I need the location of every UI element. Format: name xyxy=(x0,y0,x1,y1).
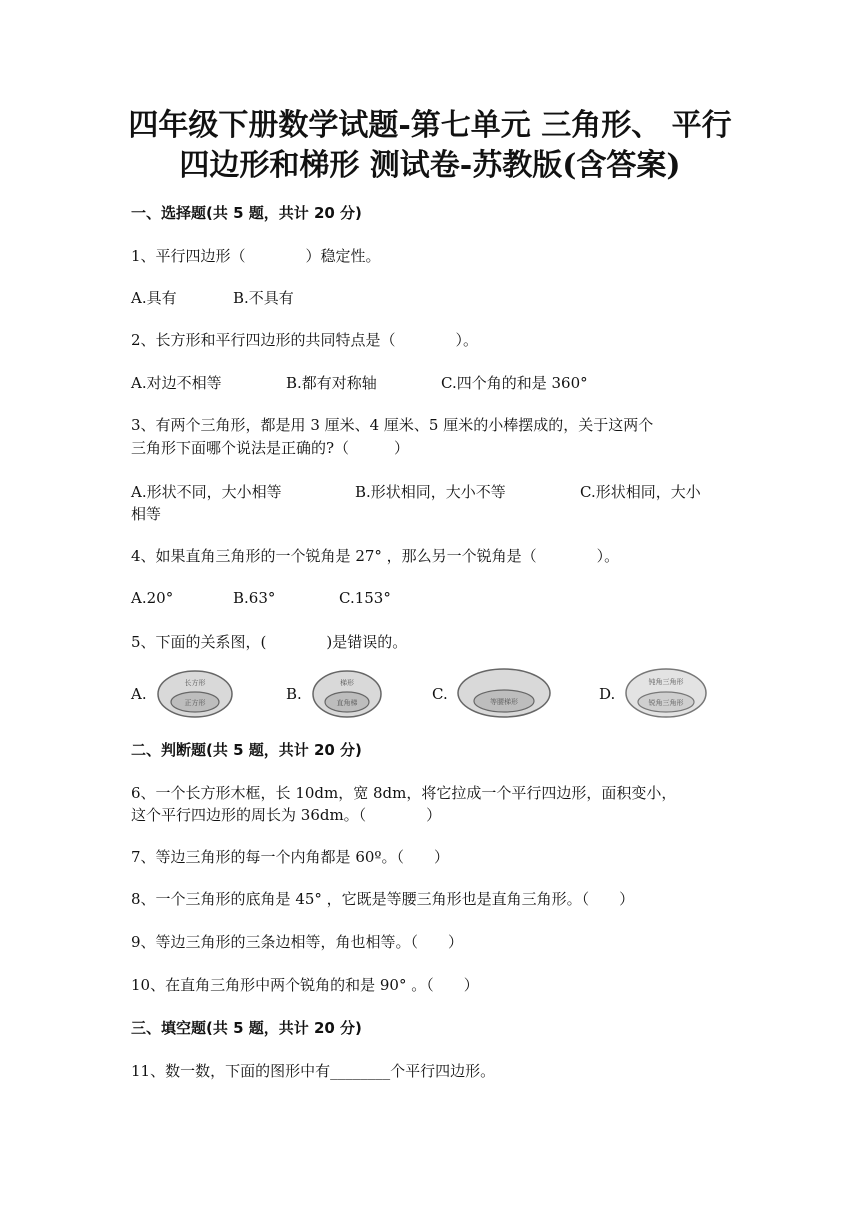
q2-option-c: C.四个角的和是 360° xyxy=(441,374,588,392)
question-7: 7、等边三角形的每一个内角都是 60º。（ ） xyxy=(131,848,449,866)
question-11: 11、数一数，下面的图形中有________个平行四边形。 xyxy=(131,1062,496,1080)
question-2: 2、长方形和平行四边形的共同特点是（ ）。 xyxy=(131,331,479,349)
q5-a-inner-text: 正方形 xyxy=(184,699,206,707)
q3-option-b: B.形状相同，大小不等 xyxy=(355,483,506,501)
q5-option-b-label: B. xyxy=(286,685,302,703)
q5-diagram-c xyxy=(456,667,552,719)
q5-a-outer-text: 长方形 xyxy=(184,679,206,687)
q5-b-outer-text: 梯形 xyxy=(340,679,354,687)
question-3-line1: 3、有两个三角形，都是用 3 厘米、4 厘米、5 厘米的小棒摆成的，关于这两个 xyxy=(131,416,654,434)
q4-option-c: C.153° xyxy=(339,589,391,607)
q3-option-c-wrap: 相等 xyxy=(131,505,162,523)
q5-option-c-label: C. xyxy=(432,685,448,703)
q4-option-a: A.20° xyxy=(131,589,174,607)
section-heading-choice: 一、选择题(共 5 题，共计 20 分) xyxy=(131,204,362,222)
q5-option-d-label: D. xyxy=(599,685,616,703)
question-6-line1: 6、一个长方形木框，长 10dm，宽 8dm，将它拉成一个平行四边形，面积变小， xyxy=(131,784,677,802)
q3-option-c: C.形状相同，大小 xyxy=(580,483,701,501)
question-5: 5、下面的关系图，( )是错误的。 xyxy=(131,633,408,651)
q5-diagram-d xyxy=(624,667,708,719)
q5-option-a-label: A. xyxy=(131,685,147,703)
q2-option-b: B.都有对称轴 xyxy=(286,374,377,392)
q5-d-inner-text: 锐角三角形 xyxy=(648,699,684,707)
q1-option-a: A.具有 xyxy=(131,289,177,307)
question-3-line2: 三角形下面哪个说法是正确的?（ ） xyxy=(131,439,410,457)
q1-option-b: B.不具有 xyxy=(233,289,294,307)
question-6-line2: 这个平行四边形的周长为 36dm。（ ） xyxy=(131,806,442,824)
q5-diagram-a xyxy=(156,669,234,719)
page-title-line1: 四年级下册数学试题-第七单元 三角形、 平行 xyxy=(128,108,732,143)
q5-b-inner-text: 直角梯 xyxy=(336,699,358,707)
q4-option-b: B.63° xyxy=(233,589,276,607)
question-1: 1、平行四边形（ ）稳定性。 xyxy=(131,247,381,265)
q5-d-outer-text: 钝角三角形 xyxy=(648,678,684,686)
question-10: 10、在直角三角形中两个锐角的和是 90° 。（ ） xyxy=(131,976,479,994)
q5-diagram-b xyxy=(311,669,383,719)
question-4: 4、如果直角三角形的一个锐角是 27° ，那么另一个锐角是（ ）。 xyxy=(131,547,620,565)
q5-c-inner-text: 等腰梯形 xyxy=(490,698,518,706)
q2-option-a: A.对边不相等 xyxy=(131,374,222,392)
section-heading-fill-in: 三、填空题(共 5 题，共计 20 分) xyxy=(131,1019,362,1037)
question-8: 8、一个三角形的底角是 45° ，它既是等腰三角形也是直角三角形。（ ） xyxy=(131,890,635,908)
q3-option-a: A.形状不同，大小相等 xyxy=(131,483,282,501)
section-heading-judgement: 二、判断题(共 5 题，共计 20 分) xyxy=(131,741,362,759)
page-title-line2: 四边形和梯形 测试卷-苏教版(含答案) xyxy=(179,148,681,183)
question-9: 9、等边三角形的三条边相等，角也相等。（ ） xyxy=(131,933,464,951)
